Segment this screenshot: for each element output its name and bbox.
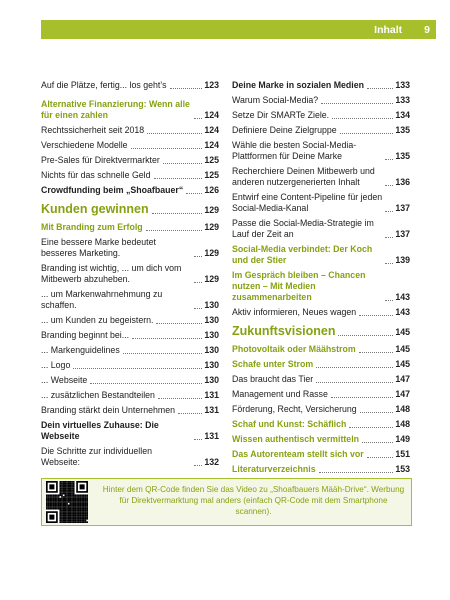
toc-entry-page: 145 bbox=[395, 344, 410, 354]
toc-entry-title: Schafe unter Strom bbox=[232, 359, 314, 369]
toc-entry bbox=[41, 345, 219, 356]
dot-leader bbox=[385, 263, 393, 264]
toc-entry-title: Das Autorenteam stellt sich vor bbox=[232, 449, 364, 459]
toc-entry-title: Das braucht das Tier bbox=[232, 374, 314, 384]
toc-entry bbox=[232, 359, 410, 370]
toc-entry-page: 129 bbox=[204, 274, 219, 284]
dot-leader bbox=[367, 88, 393, 89]
dot-leader bbox=[385, 211, 393, 212]
toc-entry-title: Wissen authentisch vermitteln bbox=[232, 434, 360, 444]
toc-entry bbox=[41, 390, 219, 401]
dot-leader bbox=[146, 230, 203, 231]
toc-entry-page: 130 bbox=[204, 315, 219, 325]
toc-entry-title: ... Logo bbox=[41, 360, 71, 370]
dot-leader bbox=[158, 398, 202, 399]
toc-entry bbox=[41, 446, 219, 468]
toc-entry-title: Auf die Plätze, fertig... los geht’s bbox=[41, 80, 167, 90]
qr-code-box bbox=[41, 478, 412, 526]
toc-entry-page: 124 bbox=[204, 110, 219, 120]
toc-entry-page: 129 bbox=[204, 205, 219, 215]
toc-column-left bbox=[41, 80, 219, 472]
toc-entry-title: Mit Branding zum Erfolg bbox=[41, 222, 143, 232]
toc-entry bbox=[232, 244, 410, 266]
toc-entry bbox=[232, 218, 410, 240]
toc-entry bbox=[41, 185, 219, 196]
toc-entry-title: Wähle die besten Social-Media-Plattformen für Deine Marke bbox=[232, 140, 357, 161]
dot-leader bbox=[178, 413, 202, 414]
toc-entry bbox=[232, 125, 410, 136]
toc-entry-page: 124 bbox=[204, 140, 219, 150]
toc-entry-page: 131 bbox=[204, 390, 219, 400]
toc-entry-page: 135 bbox=[395, 125, 410, 135]
toc-entry-title: Warum Social-Media? bbox=[232, 95, 319, 105]
toc-entry-page: 130 bbox=[204, 345, 219, 355]
toc-entry-title: Nichts für das schnelle Geld bbox=[41, 170, 151, 180]
toc-entry bbox=[41, 99, 219, 121]
toc-entry-title: Eine bessere Marke bedeutet besseres Marketing. bbox=[41, 237, 156, 258]
toc-entry bbox=[232, 464, 410, 475]
dot-leader bbox=[194, 308, 202, 309]
dot-leader bbox=[362, 442, 393, 443]
toc-entry-page: 137 bbox=[395, 203, 410, 213]
toc-entry-title: Deine Marke in sozialen Medien bbox=[232, 80, 364, 90]
toc-entry bbox=[41, 405, 219, 416]
toc-entry bbox=[41, 125, 219, 136]
toc-entry-title: ... Webseite bbox=[41, 375, 88, 385]
page-number: 9 bbox=[424, 23, 430, 36]
toc-entry-title: Dein virtuelles Zuhause: Die Webseite bbox=[41, 420, 159, 441]
toc-entry bbox=[41, 170, 219, 181]
toc-entry-title: Entwirf eine Content-Pipeline für jeden Social-Media-Kanal bbox=[232, 192, 383, 213]
toc-entry-title: Definiere Deine Zielgruppe bbox=[232, 125, 337, 135]
dot-leader bbox=[385, 185, 393, 186]
toc-entry-page: 123 bbox=[204, 80, 219, 90]
toc-entry bbox=[41, 237, 219, 259]
dot-leader bbox=[186, 193, 202, 194]
toc-entry bbox=[232, 434, 410, 445]
toc-entry-page: 131 bbox=[204, 431, 219, 441]
toc-entry-page: 151 bbox=[395, 449, 410, 459]
toc-entry-page: 149 bbox=[395, 434, 410, 444]
section-title: Inhalt bbox=[374, 23, 403, 36]
qr-caption: Hinter dem QR-Code finden Sie das Video zu „Shoafbauers Määh-Drive“. Werbung für Direktvermarktung mal anders (einfach QR-Code mit dem Smartphone scannen). bbox=[102, 485, 405, 516]
toc-entry-title: Aktiv informieren, Neues wagen bbox=[232, 307, 357, 317]
toc-entry-page: 132 bbox=[204, 457, 219, 467]
qr-code-icon[interactable] bbox=[46, 481, 88, 523]
toc-entry bbox=[232, 110, 410, 121]
toc-entry bbox=[41, 315, 219, 326]
toc-entry bbox=[41, 420, 219, 442]
toc-entry-title: Alternative Finanzierung: Wenn alle für einen zahlen bbox=[41, 99, 190, 120]
toc-entry-title: ... zusätzlichen Bestandteilen bbox=[41, 390, 155, 400]
toc-entry-title: Im Gespräch bleiben – Chancen nutzen – Mit Medien zusammenarbeiten bbox=[232, 270, 366, 302]
dot-leader bbox=[131, 148, 203, 149]
toc-entry-title: Crowdfunding beim „Shoafbauer“ bbox=[41, 185, 184, 195]
dot-leader bbox=[319, 472, 394, 473]
dot-leader bbox=[123, 353, 203, 354]
toc-entry-page: 125 bbox=[204, 170, 219, 180]
toc-entry-page: 148 bbox=[395, 404, 410, 414]
toc-entry-title: Branding ist wichtig, ... um dich vom Mitbewerb abzuheben. bbox=[41, 263, 182, 284]
toc-entry-title: Passe die Social-Media-Strategie im Lauf der Zeit an bbox=[232, 218, 374, 239]
dot-leader bbox=[332, 118, 393, 119]
toc-entry bbox=[41, 263, 219, 285]
toc-entry-title: Branding stärkt dein Unternehmen bbox=[41, 405, 175, 415]
dot-leader bbox=[340, 133, 394, 134]
toc-entry-title: Social-Media verbindet: Der Koch und der Stier bbox=[232, 244, 373, 265]
toc-entry-page: 137 bbox=[395, 229, 410, 239]
toc-entry-title: Verschiedene Modelle bbox=[41, 140, 128, 150]
toc-entry-title: Rechtssicherheit seit 2018 bbox=[41, 125, 145, 135]
dot-leader bbox=[338, 335, 393, 336]
toc-entry bbox=[232, 307, 410, 318]
toc-entry-title: Management und Rasse bbox=[232, 389, 328, 399]
toc-entry bbox=[41, 360, 219, 371]
dot-leader bbox=[156, 323, 202, 324]
toc-entry bbox=[232, 419, 410, 430]
toc-entry-page: 129 bbox=[204, 248, 219, 258]
toc-entry bbox=[232, 404, 410, 415]
toc-entry bbox=[232, 324, 410, 338]
toc-entry-page: 143 bbox=[395, 307, 410, 317]
dot-leader bbox=[331, 397, 393, 398]
toc-entry bbox=[41, 80, 219, 91]
toc-entry bbox=[41, 289, 219, 311]
toc-entry-page: 145 bbox=[395, 359, 410, 369]
toc-entry bbox=[232, 389, 410, 400]
toc-entry-page: 136 bbox=[395, 177, 410, 187]
toc-entry bbox=[232, 80, 410, 91]
dot-leader bbox=[385, 300, 393, 301]
toc-entry-page: 147 bbox=[395, 389, 410, 399]
dot-leader bbox=[154, 178, 203, 179]
toc-entry bbox=[232, 95, 410, 106]
toc-entry-page: 133 bbox=[395, 80, 410, 90]
dot-leader bbox=[385, 237, 393, 238]
toc-entry bbox=[232, 270, 410, 303]
toc-entry-title: Die Schritte zur individuellen Webseite: bbox=[41, 446, 152, 467]
toc-entry-title: Setze Dir SMARTe Ziele. bbox=[232, 110, 330, 120]
toc-entry-title: Kunden gewinnen bbox=[41, 202, 149, 216]
dot-leader bbox=[316, 367, 393, 368]
toc-entry bbox=[41, 375, 219, 386]
toc-entry bbox=[232, 374, 410, 385]
dot-leader bbox=[194, 465, 202, 466]
toc-column-right bbox=[232, 80, 410, 479]
toc-entry bbox=[232, 166, 410, 188]
dot-leader bbox=[367, 457, 394, 458]
toc-entry-page: 135 bbox=[395, 151, 410, 161]
toc-entry-title: Pre-Sales für Direktvermarkter bbox=[41, 155, 160, 165]
toc-entry-page: 126 bbox=[204, 185, 219, 195]
toc-entry bbox=[232, 140, 410, 162]
toc-entry bbox=[41, 330, 219, 341]
toc-entry-title: ... um Markenwahrnehmung zu schaffen. bbox=[41, 289, 163, 310]
toc-entry-title: ... Markenguidelines bbox=[41, 345, 120, 355]
dot-leader bbox=[359, 315, 393, 316]
toc-entry-title: Förderung, Recht, Versicherung bbox=[232, 404, 357, 414]
toc-entry-page: 130 bbox=[204, 300, 219, 310]
toc-entry-page: 130 bbox=[204, 330, 219, 340]
toc-entry-page: 145 bbox=[395, 327, 410, 337]
toc-entry-title: Schaf und Kunst: Schäflich bbox=[232, 419, 347, 429]
toc-entry-page: 147 bbox=[395, 374, 410, 384]
dot-leader bbox=[316, 382, 393, 383]
dot-leader bbox=[194, 118, 202, 119]
dot-leader bbox=[194, 282, 202, 283]
toc-entry bbox=[41, 140, 219, 151]
dot-leader bbox=[360, 412, 394, 413]
dot-leader bbox=[90, 383, 202, 384]
toc-entry-page: 139 bbox=[395, 255, 410, 265]
toc-entry bbox=[41, 202, 219, 216]
toc-entry-page: 125 bbox=[204, 155, 219, 165]
toc-entry-page: 130 bbox=[204, 360, 219, 370]
toc-entry-page: 148 bbox=[395, 419, 410, 429]
toc-entry-title: Zukunftsvisionen bbox=[232, 324, 336, 338]
toc-entry bbox=[232, 192, 410, 214]
dot-leader bbox=[73, 368, 202, 369]
dot-leader bbox=[194, 256, 202, 257]
dot-leader bbox=[321, 103, 393, 104]
toc-entry bbox=[232, 449, 410, 460]
toc-entry-page: 143 bbox=[395, 292, 410, 302]
dot-leader bbox=[349, 427, 393, 428]
dot-leader bbox=[359, 352, 394, 353]
toc-entry-title: Photovoltaik oder Määhstrom bbox=[232, 344, 356, 354]
toc-entry-title: Literaturverzeichnis bbox=[232, 464, 316, 474]
toc-entry-page: 134 bbox=[395, 110, 410, 120]
toc-entry bbox=[41, 155, 219, 166]
dot-leader bbox=[170, 88, 203, 89]
dot-leader bbox=[147, 133, 202, 134]
toc-entry-page: 130 bbox=[204, 375, 219, 385]
dot-leader bbox=[385, 159, 393, 160]
dot-leader bbox=[152, 213, 203, 214]
dot-leader bbox=[163, 163, 203, 164]
toc-entry-title: ... um Kunden zu begeistern. bbox=[41, 315, 154, 325]
dot-leader bbox=[132, 338, 202, 339]
toc-entry-page: 124 bbox=[204, 125, 219, 135]
dot-leader bbox=[194, 439, 202, 440]
toc-entry bbox=[41, 222, 219, 233]
toc-entry-title: Branding beginnt bei... bbox=[41, 330, 130, 340]
toc-entry-title: Recherchiere Deinen Mitbewerb und anderen nutzergenerierten Inhalt bbox=[232, 166, 375, 187]
toc-entry bbox=[232, 344, 410, 355]
page-header bbox=[41, 20, 436, 39]
toc-entry-page: 131 bbox=[204, 405, 219, 415]
toc-entry-page: 129 bbox=[204, 222, 219, 232]
toc-entry-page: 133 bbox=[395, 95, 410, 105]
toc-entry-page: 153 bbox=[395, 464, 410, 474]
